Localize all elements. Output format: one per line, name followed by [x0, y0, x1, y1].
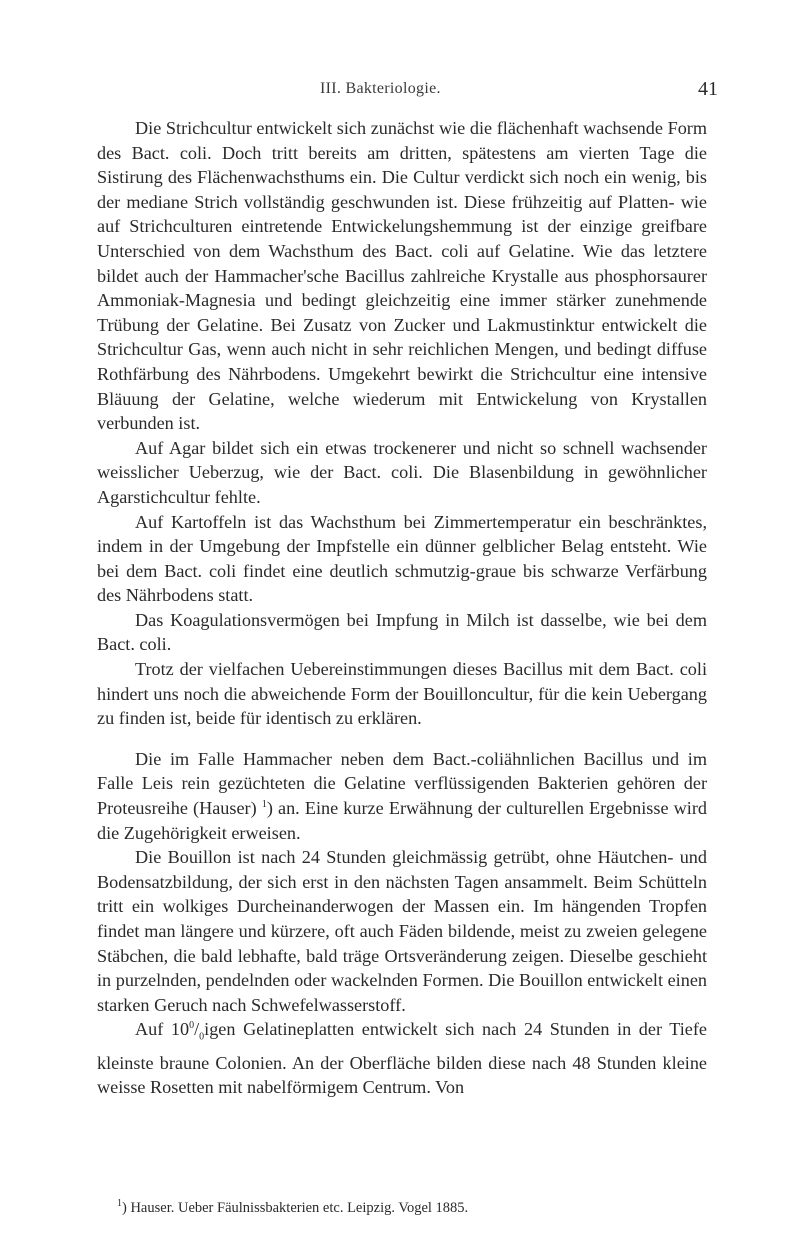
paragraph-kartoffeln: Auf Kartoffeln ist das Wachsthum bei Zimmertemperatur ein beschränktes, indem in der Umgebung der Impfstelle ein dünner gelblicher Belag entsteht. Wie bei dem Bact. coli findet eine deutlich schmutzig-graue bis schwarze Verfärbung des Nährbodens statt.: [97, 511, 707, 606]
percent-superscript: 0: [189, 1020, 195, 1032]
paragraph-agar: Auf Agar bildet sich ein etwas trockenerer und nicht so schnell wachsender weisslicher Ueberzug, wie der Bact. coli. Die Blasenbildung in gewöhnlicher Agarstichcultur fehlte.: [97, 437, 707, 507]
paragraph-bouillon: Die Bouillon ist nach 24 Stunden gleichmässig getrübt, ohne Häutchen- und Bodensatzbildung, der sich erst in den nächsten Tagen ansammelt. Beim Schütteln tritt ein wolkiges Durcheinanderwogen der Massen ein. Im hängenden Tropfen findet man längere und kürzere, oft auch Fäden bildende, meist zu zweien gelegene Stäbchen, die bald lebhafte, bald träge Ortsveränderung zeigen. Dieselbe geschieht in purzelnden, pendelnden oder wackelnden Formen. Die Bouillon entwickelt einen starken Geruch nach Schwefelwasserstoff.: [97, 847, 707, 1015]
footnote-reference: 1: [261, 798, 267, 810]
footnote: [97, 1198, 717, 1218]
running-head: III. Bakteriologie.: [320, 80, 441, 97]
percent-subscript: 0: [199, 1032, 205, 1044]
paragraph-gelatineplatten-rest: igen Gelatineplatten entwickelt sich nach 24 Stunden in der Tiefe kleinste braune Colonien. An der Oberfläche bilden diese nach 48 Stunden kleine weisse Rosetten mit nabelförmigem Centrum. Von: [97, 1019, 707, 1098]
page-number: 41: [698, 78, 718, 100]
footnote-text: ) Hauser. Ueber Fäulnissbakterien etc. Leipzig. Vogel 1885.: [122, 1200, 469, 1216]
body-text: [97, 116, 707, 1100]
paragraph-gelatineplatten: [97, 1017, 707, 1099]
paragraph-proteusreihe-rest: an. Eine kurze Erwähnung der culturellen Ergebnisse wird die Zugehörigkeit erweisen.: [97, 798, 707, 843]
percent-slash: /: [194, 1019, 200, 1040]
paragraph-strichcultur: Die Strichcultur entwickelt sich zunächst wie die flächenhaft wachsende Form des Bact. coli. Doch tritt bereits am dritten, spätestens am vierten Tage die Sistirung des Flächenwachsthums ein. Die Cultur verdickt sich noch ein wenig, bis der mediane Strich vollständig geschwunden ist. Diese frühzeitig auf Platten- wie auf Strichculturen eintretende Entwickelungshemmung ist der einzige greifbare Unterschied von dem Wachsthum des Bact. coli auf Gelatine. Wie das letztere bildet auch der Hammacher'sche Bacillus zahlreiche Krystalle aus phosphorsaurer Ammoniak-Magnesia und bedingt gleichzeitig eine immer stärker zunehmende Trübung der Gelatine. Bei Zusatz von Zucker und Lakmustinktur entwickelt die Strichcultur Gas, wenn auch nicht in sehr reichlichen Mengen, und bedingt diffuse Rothfärbung des Nährbodens. Umgekehrt bewirkt die Strichcultur eine intensive Bläuung der Gelatine, welche wiederum mit Entwickelung von Krystallen verbunden ist.: [97, 118, 707, 434]
footnote-mark: 1: [117, 1198, 122, 1210]
footnote-reference-paren: ): [266, 798, 273, 819]
paragraph-proteusreihe: [97, 747, 707, 845]
paragraph-koagulation: Das Koagulationsvermögen bei Impfung in Milch ist dasselbe, wie bei dem Bact. coli.: [97, 609, 707, 655]
paragraph-gelatineplatten-start: Auf 10: [135, 1019, 190, 1040]
paragraph-uebereinstimmungen: Trotz der vielfachen Uebereinstimmungen dieses Bacillus mit dem Bact. coli hindert uns noch die abweichende Form der Bouilloncultur, für die kein Uebergang zu finden ist, beide für identisch zu erklären.: [97, 659, 707, 729]
paragraph-proteusreihe-text: Die im Falle Hammacher neben dem Bact.-coliähnlichen Bacillus und im Falle Leis rein gezüchteten die Gelatine verflüssigenden Bakterien gehören der Proteusreihe (Hauser): [97, 748, 707, 819]
